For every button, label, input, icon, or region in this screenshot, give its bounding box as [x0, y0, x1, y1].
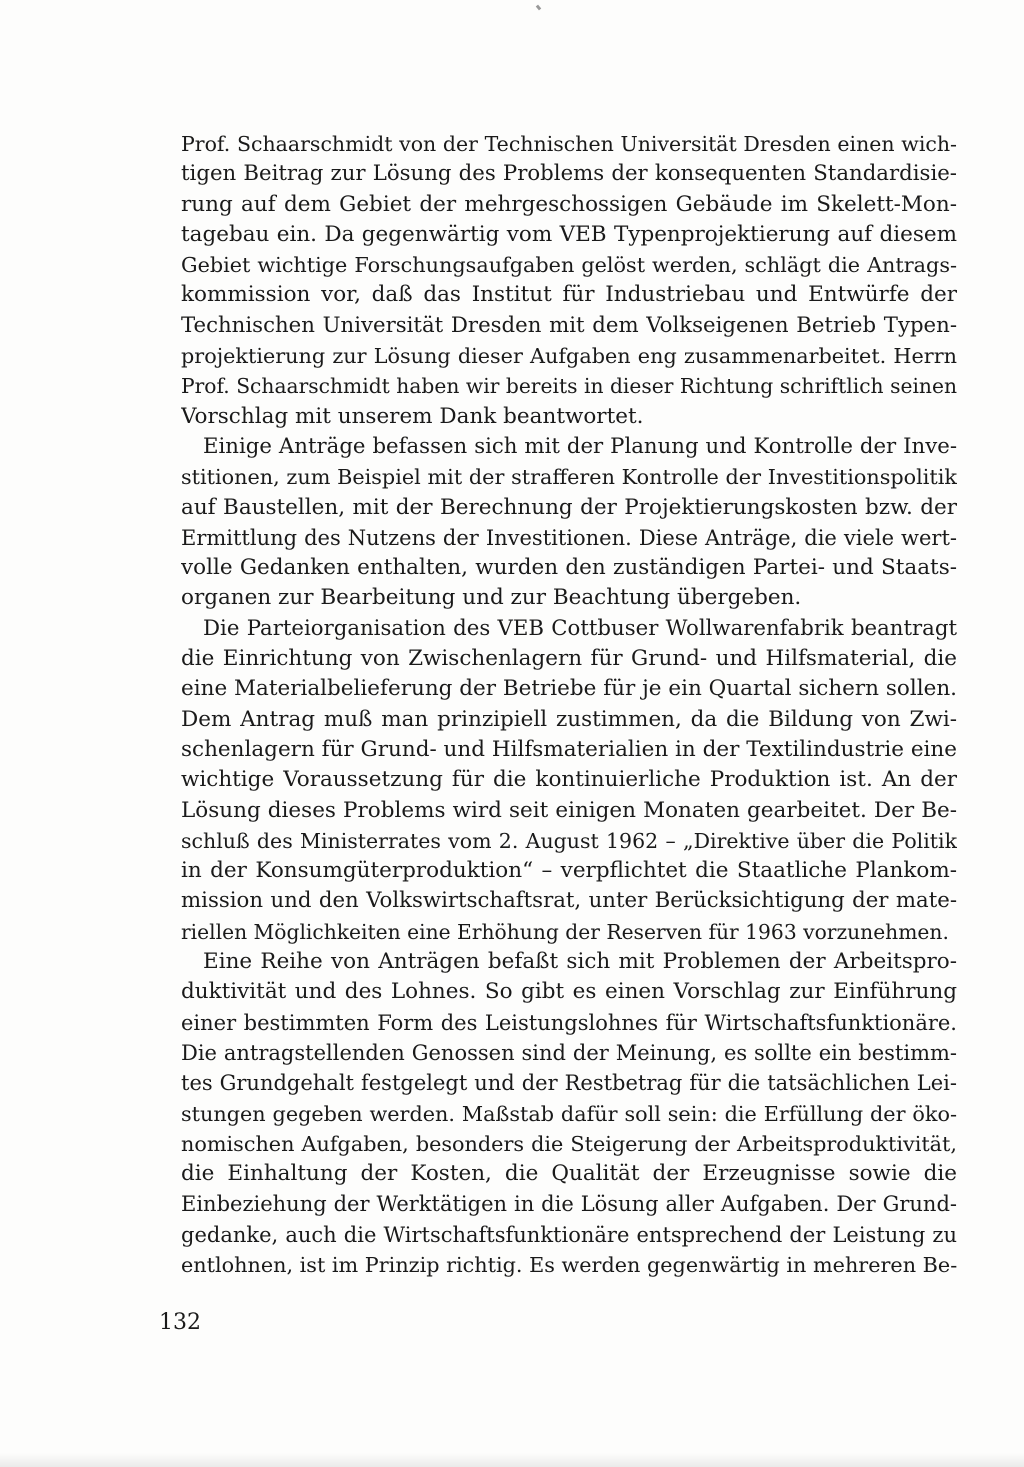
text-line: eine Materialbelieferung der Betriebe für je ein Quartal sichern sollen. — [181, 676, 957, 702]
text-line: Einige Anträge befassen sich mit der Planung und Kontrolle der Inve- — [203, 433, 957, 459]
text-line: Technischen Universität Dresden mit dem Volkseigenen Betrieb Typen- — [181, 312, 957, 338]
text-line: einer bestimmten Form des Leistungslohnes für Wirtschaftsfunktionäre. — [181, 1010, 957, 1035]
text-line: Einbeziehung der Werktätigen in die Lösung aller Aufgaben. Der Grund- — [181, 1192, 957, 1217]
text-line: duktivität und des Lohnes. So gibt es einen Vorschlag zur Einführung — [181, 979, 957, 1005]
paragraph-2 — [181, 432, 957, 614]
text-line: in der Konsumgüterproduktion“ – verpflichtet die Staatliche Plankom- — [181, 858, 957, 884]
text-line: riellen Möglichkeiten eine Erhöhung der Reserven für 1963 vorzunehmen. — [181, 919, 949, 944]
text-line: rung auf dem Gebiet der mehrgeschossigen Gebäude im Skelett-Mon- — [181, 191, 957, 217]
text-line: tigen Beitrag zur Lösung des Problems der konsequenten Standardisie- — [181, 161, 957, 187]
body-text — [181, 129, 957, 1280]
text-line: Die Parteiorganisation des VEB Cottbuser Wollwarenfabrik beantragt — [203, 615, 957, 641]
text-line: schluß des Ministerrates vom 2. August 1962 – „Direktive über die Politik — [181, 828, 957, 853]
text-line: stungen gegeben werden. Maßstab dafür soll sein: die Erfüllung der öko- — [181, 1101, 957, 1126]
text-line: stitionen, zum Beispiel mit der strafferen Kontrolle der Investitionspolitik — [181, 465, 957, 490]
text-line: Lösung dieses Problems wird seit einigen Monaten gearbeitet. Der Be- — [181, 797, 957, 823]
text-line: wichtige Voraussetzung für die kontinuierliche Produktion ist. An der — [181, 767, 957, 793]
text-line: die Einrichtung von Zwischenlagern für Grund- und Hilfsmaterial, die — [181, 646, 957, 672]
text-line: mission und den Volkswirtschaftsrat, unter Berücksichtigung der mate- — [181, 888, 957, 914]
text-line: auf Baustellen, mit der Berechnung der Projektierungskosten bzw. der — [181, 494, 957, 520]
paragraph-1 — [181, 129, 957, 432]
text-line: organen zur Bearbeitung und zur Beachtung übergeben. — [181, 585, 802, 611]
text-line: Die antragstellenden Genossen sind der Meinung, es sollte ein bestimm- — [181, 1040, 957, 1065]
text-line: Ermittlung des Nutzens der Investitionen. Diese Anträge, die viele wert- — [181, 525, 957, 550]
text-line: projektierung zur Lösung dieser Aufgaben eng zusammenarbeitet. Herrn — [181, 344, 957, 369]
text-line: Dem Antrag muß man prinzipiell zustimmen, da die Bildung von Zwi- — [181, 706, 957, 732]
text-line: Eine Reihe von Anträgen befaßt sich mit Problemen der Arbeitspro- — [203, 949, 957, 975]
text-line: entlohnen, ist im Prinzip richtig. Es werden gegenwärtig in mehreren Be- — [181, 1252, 957, 1277]
text-line: Vorschlag mit unserem Dank beantwortet. — [181, 403, 644, 429]
scan-speck — [536, 5, 542, 11]
text-line: Prof. Schaarschmidt von der Technischen Universität Dresden einen wich- — [181, 132, 957, 156]
paragraph-4 — [181, 947, 957, 1280]
text-line: volle Gedanken enthalten, wurden den zuständigen Partei- und Staats- — [181, 555, 957, 581]
text-line: die Einhaltung der Kosten, die Qualität der Erzeugnisse sowie die — [181, 1161, 957, 1187]
scan-bottom-edge — [0, 1453, 1024, 1467]
text-line: gedanke, auch die Wirtschaftsfunktionäre entsprechend der Leistung zu — [181, 1222, 957, 1247]
text-line: schenlagern für Grund- und Hilfsmaterialien in der Textilindustrie eine — [181, 736, 957, 762]
text-line: Gebiet wichtige Forschungsaufgaben gelöst werden, schlägt die Antrags- — [181, 253, 957, 278]
text-line: tes Grundgehalt festgelegt und der Restbetrag für die tatsächlichen Lei- — [181, 1071, 957, 1096]
text-line: Prof. Schaarschmidt haben wir bereits in dieser Richtung schriftlich seinen — [181, 374, 957, 399]
text-line: kommission vor, daß das Institut für Industriebau und Entwürfe der — [181, 282, 957, 308]
paragraph-3 — [181, 614, 957, 947]
text-line: tagebau ein. Da gegenwärtig vom VEB Typenprojektierung auf diesem — [181, 221, 957, 247]
page-number: 132 — [159, 1310, 201, 1335]
text-line: nomischen Aufgaben, besonders die Steigerung der Arbeitsproduktivität, — [181, 1131, 957, 1156]
